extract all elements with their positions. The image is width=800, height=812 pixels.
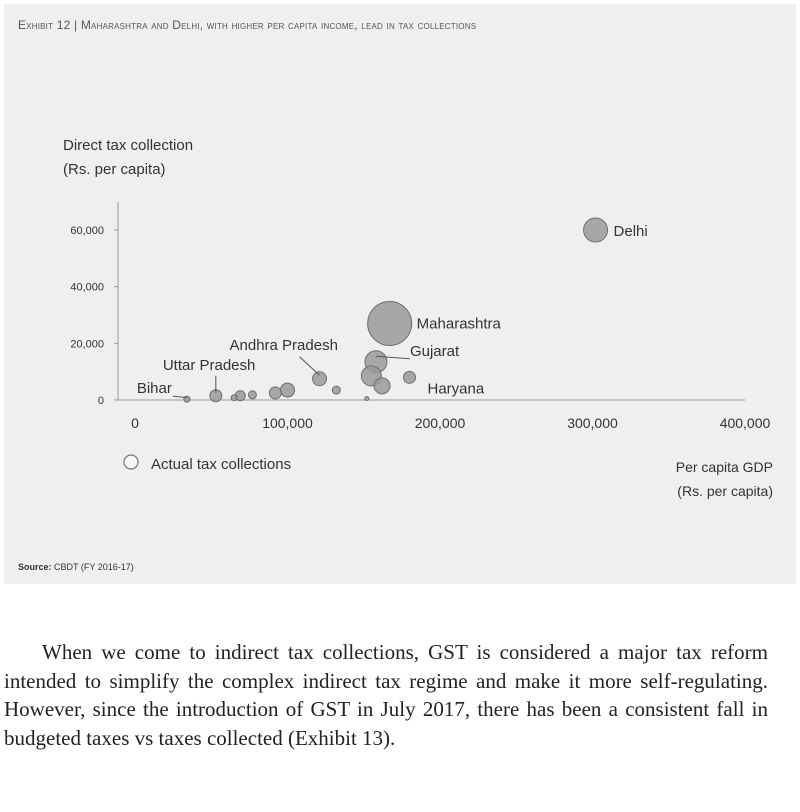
leader-line: [300, 357, 320, 376]
data-point-maharashtra: [368, 302, 412, 346]
x-tick-label: 100,000: [262, 415, 313, 431]
legend-label: Actual tax collections: [151, 456, 292, 473]
data-label-uttar-pradesh: Uttar Pradesh: [162, 356, 256, 374]
data-label-haryana: Haryana: [427, 380, 485, 398]
data-point: [332, 386, 340, 394]
y-tick-label: 0: [97, 395, 104, 407]
x-axis-label-line1: Per capita GDP: [675, 459, 773, 475]
data-point: [374, 378, 390, 394]
data-point: [248, 391, 256, 399]
data-label-maharashtra: Maharashtra: [416, 315, 501, 333]
body-paragraph: When we come to indirect tax collections, GST is considered a major tax reform intended to simplify the complex indirect tax regime and make it more self-regulating. However, since the introduction of GST in July 2017, there has been a consistent fall in budgeted taxes vs taxes collected (Exhibit 13).: [4, 640, 768, 750]
x-tick-label: 200,000: [414, 415, 466, 431]
y-tick-label: 60,000: [70, 225, 104, 237]
data-point-haryana: [404, 371, 416, 383]
y-tick-label: 40,000: [70, 281, 104, 294]
data-point: [281, 383, 295, 397]
data-label-delhi: Delhi: [613, 223, 648, 240]
data-point-andhra-pradesh: [313, 372, 327, 386]
data-point: [365, 397, 369, 401]
y-axis-label-line2: (Rs. per capita): [63, 161, 166, 178]
x-axis-label-line2: (Rs. per capita): [677, 483, 773, 499]
x-tick-label: 300,000: [567, 415, 618, 431]
body-text: [4, 638, 768, 752]
exhibit-title: Exhibit 12 | Maharashtra and Delhi, with higher per capita income, lead in tax collections: [18, 18, 477, 32]
data-label-gujarat: Gujarat: [409, 342, 460, 360]
data-point: [231, 395, 237, 401]
data-label-bihar: Bihar: [136, 380, 172, 398]
data-point: [269, 387, 281, 399]
data-label-andhra-pradesh: Andhra Pradesh: [229, 336, 338, 354]
source-note: [18, 562, 134, 572]
x-tick-label: 400,000: [719, 415, 771, 431]
y-tick-label: 20,000: [70, 338, 104, 351]
y-axis-label-line1: Direct tax collection: [63, 137, 194, 154]
data-point-delhi: [584, 218, 608, 242]
source-text: CBDT (FY 2016-17): [54, 562, 134, 572]
legend-marker: [124, 455, 138, 469]
source-label: Source:: [18, 562, 52, 572]
x-tick-label: 0: [131, 415, 139, 431]
